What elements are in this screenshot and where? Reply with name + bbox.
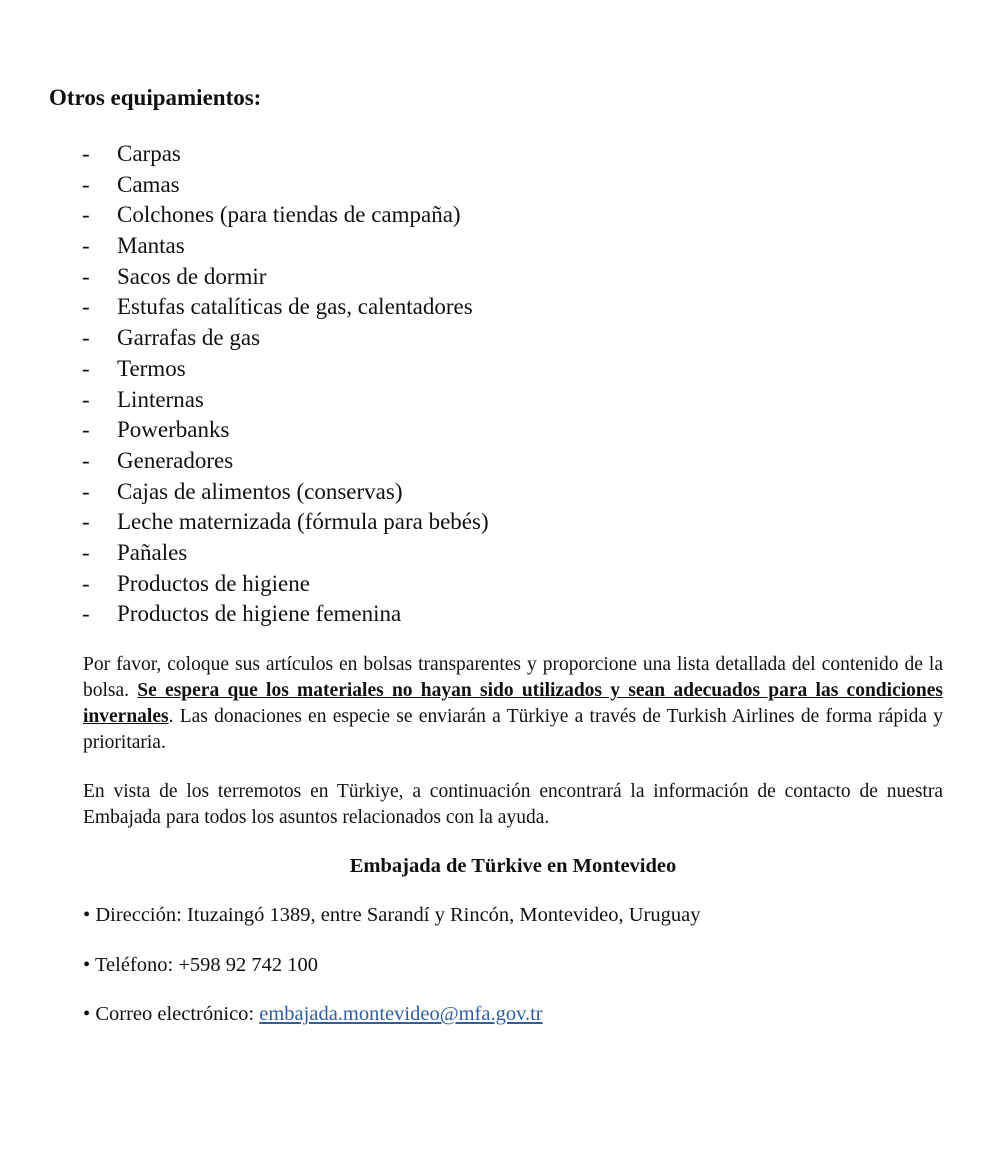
instructions-text: Por favor, coloque sus artículos en bolsas transparentes y proporcione una lista detallada del contenido de la bolsa. (83, 654, 943, 701)
address-label: Dirección: (95, 904, 182, 926)
list-item (82, 200, 489, 231)
email-label: Correo electrónico: (95, 1003, 255, 1025)
list-item (82, 507, 489, 538)
list-item (82, 446, 489, 477)
list-item (82, 139, 489, 170)
list-item (82, 538, 489, 569)
phone-line (83, 954, 318, 977)
list-item (82, 231, 489, 262)
list-dash: - (82, 171, 90, 197)
list-dash: - (82, 141, 90, 166)
bullet: • (83, 954, 91, 976)
list-dash: - (82, 478, 90, 504)
bullet: • (83, 1003, 91, 1025)
list-dash: - (82, 325, 90, 351)
list-item-label: Generadores (117, 447, 234, 473)
embassy-title: Embajada de Türkive en Montevideo (349, 855, 677, 877)
list-item-label: Productos de higiene (117, 570, 310, 596)
address-value: Ituzaingó 1389, entre Sarandí y Rincón, Montevideo, Uruguay (186, 904, 701, 926)
list-dash: - (82, 570, 90, 596)
list-item (82, 385, 489, 416)
list-dash: - (82, 202, 90, 228)
contact-intro-paragraph: En vista de los terremotos en Türkiye, a continuación encontrará la información de contacto de nuestra Embajada para todos los asuntos relacionados con la ayuda. (83, 781, 943, 828)
list-dash: - (82, 263, 90, 289)
list-dash: - (82, 233, 90, 259)
list-item-label: Carpas (117, 141, 181, 166)
list-item-label: Leche maternizada (fórmula para bebés) (117, 509, 489, 535)
list-item (82, 569, 489, 600)
list-item-label: Camas (117, 171, 180, 197)
list-dash: - (82, 294, 90, 320)
list-dash: - (82, 447, 90, 473)
phone-label: Teléfono: (94, 954, 174, 976)
list-dash: - (82, 601, 90, 627)
phone-value: +598 92 742 100 (178, 954, 319, 976)
list-item (82, 599, 489, 630)
list-item-label: Pañales (117, 539, 188, 565)
list-item-label: Garrafas de gas (117, 325, 261, 351)
list-item-label: Cajas de alimentos (conservas) (117, 478, 403, 504)
email-link[interactable]: embajada.montevideo@mfa.gov.tr (259, 1003, 543, 1025)
requirement-emphasis: Se espera que los materiales no hayan sido utilizados y sean adecuados para las condiciones invernales (83, 680, 943, 727)
list-item-label: Sacos de dormir (117, 263, 267, 289)
equipment-list (82, 139, 489, 630)
list-item-label: Powerbanks (117, 417, 230, 443)
list-item-label: Productos de higiene femenina (117, 601, 402, 627)
shipping-text: . Las donaciones en especie se enviarán a Türkiye a través de Turkish Airlines de forma rápida y prioritaria. (83, 706, 943, 753)
list-item-label: Termos (117, 355, 186, 381)
list-item-label: Colchones (para tiendas de campaña) (117, 202, 461, 228)
list-dash: - (82, 386, 90, 412)
list-item-label: Linternas (117, 386, 204, 412)
list-dash: - (82, 509, 90, 535)
list-item (82, 170, 489, 201)
bullet: • (83, 904, 91, 926)
list-item (82, 354, 489, 385)
list-dash: - (82, 417, 90, 443)
list-dash: - (82, 539, 90, 565)
email-line (83, 1003, 543, 1026)
address-line (83, 904, 700, 927)
list-item (82, 292, 489, 323)
list-dash: - (82, 355, 90, 381)
list-item (82, 415, 489, 446)
section-heading: Otros equipamientos: (49, 85, 262, 110)
list-item (82, 323, 489, 354)
list-item-label: Estufas catalíticas de gas, calentadores (117, 294, 473, 320)
list-item (82, 477, 489, 508)
list-item-label: Mantas (117, 233, 185, 259)
list-item (82, 262, 489, 293)
packaging-instructions-paragraph (83, 652, 943, 756)
